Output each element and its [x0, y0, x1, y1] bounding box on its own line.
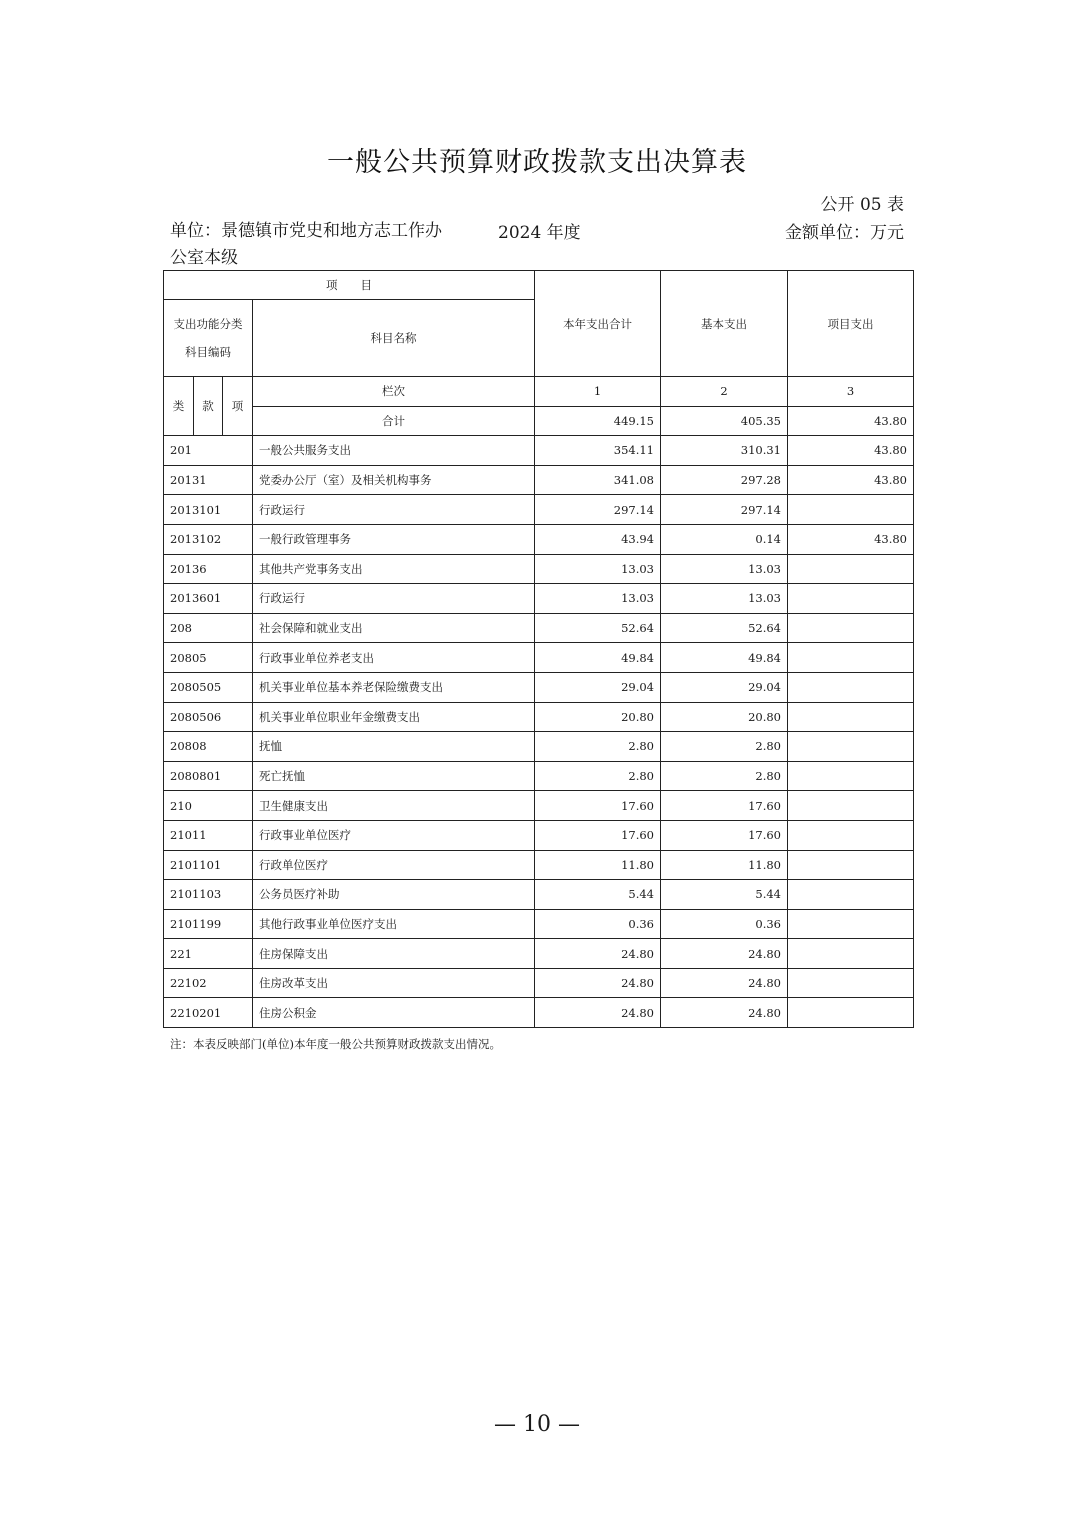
- row-project: [788, 554, 914, 584]
- table-row: [164, 643, 914, 673]
- budget-table: [163, 270, 914, 1028]
- row-code: 2101199: [164, 909, 253, 939]
- row-name: 住房公积金: [253, 998, 535, 1028]
- row-total: 341.08: [535, 465, 661, 495]
- row-total: 20.80: [535, 702, 661, 732]
- row-total: 2.80: [535, 732, 661, 762]
- row-basic: 5.44: [661, 880, 788, 910]
- row-project: [788, 613, 914, 643]
- row-code: 2080505: [164, 672, 253, 702]
- total-basic: 405.35: [661, 406, 788, 436]
- row-name: 机关事业单位职业年金缴费支出: [253, 702, 535, 732]
- row-project: 43.80: [788, 524, 914, 554]
- table-row: [164, 436, 914, 466]
- row-name: 抚恤: [253, 732, 535, 762]
- row-basic: 17.60: [661, 791, 788, 821]
- row-basic: 310.31: [661, 436, 788, 466]
- row-basic: 2.80: [661, 761, 788, 791]
- row-basic: 24.80: [661, 968, 788, 998]
- row-name: 机关事业单位基本养老保险缴费支出: [253, 672, 535, 702]
- row-project: [788, 880, 914, 910]
- row-basic: 13.03: [661, 554, 788, 584]
- row-code: 2013601: [164, 584, 253, 614]
- unit-label: 单位：景德镇市党史和地方志工作办公室本级: [170, 221, 442, 268]
- row-code: 201: [164, 436, 253, 466]
- header-row-lanci: [164, 377, 914, 407]
- table-note: 注：本表反映部门(单位)本年度一般公共预算财政拨款支出情况。: [170, 1037, 501, 1051]
- row-name: 行政运行: [253, 584, 535, 614]
- header-subject-name: 科目名称: [253, 300, 535, 377]
- row-total: 354.11: [535, 436, 661, 466]
- row-name: 死亡抚恤: [253, 761, 535, 791]
- header-kuan: 款: [194, 377, 223, 436]
- row-total: 17.60: [535, 820, 661, 850]
- row-basic: 29.04: [661, 672, 788, 702]
- header-lei: 类: [164, 377, 194, 436]
- total-amount: 449.15: [535, 406, 661, 436]
- row-total: 52.64: [535, 613, 661, 643]
- header-col2: 2: [661, 377, 788, 407]
- row-code: 221: [164, 939, 253, 969]
- row-total: 43.94: [535, 524, 661, 554]
- header-row-project: [164, 271, 914, 300]
- row-project: [788, 732, 914, 762]
- row-code: 20136: [164, 554, 253, 584]
- header-lanci: 栏次: [253, 377, 535, 407]
- row-basic: 297.14: [661, 495, 788, 525]
- row-total: 5.44: [535, 880, 661, 910]
- row-code: 210: [164, 791, 253, 821]
- row-project: [788, 968, 914, 998]
- header-basic: 基本支出: [661, 271, 788, 377]
- row-code: 208: [164, 613, 253, 643]
- table-row: [164, 791, 914, 821]
- row-basic: 11.80: [661, 850, 788, 880]
- row-name: 行政事业单位医疗: [253, 820, 535, 850]
- row-total: 11.80: [535, 850, 661, 880]
- row-project: [788, 998, 914, 1028]
- row-project: [788, 820, 914, 850]
- table-row: [164, 909, 914, 939]
- row-name: 住房改革支出: [253, 968, 535, 998]
- row-basic: 297.28: [661, 465, 788, 495]
- row-project: [788, 643, 914, 673]
- row-code: 2101101: [164, 850, 253, 880]
- fiscal-year: 2024 年度: [498, 223, 581, 243]
- header-project-expense: 项目支出: [788, 271, 914, 377]
- table-row: [164, 554, 914, 584]
- row-project: [788, 761, 914, 791]
- total-label: 合计: [253, 406, 535, 436]
- row-name: 其他行政事业单位医疗支出: [253, 909, 535, 939]
- row-name: 行政事业单位养老支出: [253, 643, 535, 673]
- row-project: [788, 909, 914, 939]
- row-basic: 13.03: [661, 584, 788, 614]
- row-total: 24.80: [535, 998, 661, 1028]
- page-number: — 10 —: [494, 1412, 580, 1437]
- table-row: [164, 939, 914, 969]
- row-name: 行政单位医疗: [253, 850, 535, 880]
- row-total: 29.04: [535, 672, 661, 702]
- row-code: 2080506: [164, 702, 253, 732]
- table-row: [164, 820, 914, 850]
- row-basic: 24.80: [661, 939, 788, 969]
- row-basic: 20.80: [661, 702, 788, 732]
- row-name: 行政运行: [253, 495, 535, 525]
- row-total: 13.03: [535, 584, 661, 614]
- row-basic: 0.14: [661, 524, 788, 554]
- row-project: [788, 702, 914, 732]
- row-project: 43.80: [788, 436, 914, 466]
- table-row: [164, 761, 914, 791]
- row-total: 24.80: [535, 968, 661, 998]
- row-total: 297.14: [535, 495, 661, 525]
- table-row: [164, 672, 914, 702]
- row-basic: 24.80: [661, 998, 788, 1028]
- page-title: 一般公共预算财政拨款支出决算表: [327, 147, 747, 178]
- row-project: 43.80: [788, 465, 914, 495]
- row-project: [788, 850, 914, 880]
- row-code: 2013102: [164, 524, 253, 554]
- row-total: 13.03: [535, 554, 661, 584]
- row-code: 22102: [164, 968, 253, 998]
- row-basic: 2.80: [661, 732, 788, 762]
- table-row: [164, 850, 914, 880]
- header-col1: 1: [535, 377, 661, 407]
- row-basic: 17.60: [661, 820, 788, 850]
- table-row: [164, 613, 914, 643]
- table-row: [164, 968, 914, 998]
- header-col3: 3: [788, 377, 914, 407]
- row-project: [788, 584, 914, 614]
- header-total: 本年支出合计: [535, 271, 661, 377]
- form-number: 公开 05 表: [820, 195, 904, 215]
- row-name: 其他共产党事务支出: [253, 554, 535, 584]
- row-name: 党委办公厅（室）及相关机构事务: [253, 465, 535, 495]
- row-code: 2101103: [164, 880, 253, 910]
- row-code: 2013101: [164, 495, 253, 525]
- header-project: 项 目: [164, 271, 535, 300]
- table-row: [164, 880, 914, 910]
- row-code: 2210201: [164, 998, 253, 1028]
- row-code: 20131: [164, 465, 253, 495]
- row-name: 一般公共服务支出: [253, 436, 535, 466]
- row-total: 2.80: [535, 761, 661, 791]
- row-total: 24.80: [535, 939, 661, 969]
- row-name: 一般行政管理事务: [253, 524, 535, 554]
- row-code: 20808: [164, 732, 253, 762]
- amount-unit: 金额单位：万元: [785, 223, 904, 243]
- row-name: 卫生健康支出: [253, 791, 535, 821]
- row-basic: 0.36: [661, 909, 788, 939]
- row-total: 0.36: [535, 909, 661, 939]
- row-total: 17.60: [535, 791, 661, 821]
- row-project: [788, 791, 914, 821]
- table-row: [164, 732, 914, 762]
- table-row: [164, 998, 914, 1028]
- table-row: [164, 584, 914, 614]
- row-project: [788, 939, 914, 969]
- header-func-code: 支出功能分类科目编码: [164, 300, 253, 377]
- row-code: 21011: [164, 820, 253, 850]
- table-row: [164, 524, 914, 554]
- row-basic: 49.84: [661, 643, 788, 673]
- row-name: 公务员医疗补助: [253, 880, 535, 910]
- row-total: 49.84: [535, 643, 661, 673]
- row-project: [788, 672, 914, 702]
- header-xiang: 项: [223, 377, 253, 436]
- row-project: [788, 495, 914, 525]
- total-project: 43.80: [788, 406, 914, 436]
- row-code: 20805: [164, 643, 253, 673]
- row-name: 住房保障支出: [253, 939, 535, 969]
- row-code: 2080801: [164, 761, 253, 791]
- row-name: 社会保障和就业支出: [253, 613, 535, 643]
- table-row: [164, 465, 914, 495]
- total-row: [164, 406, 914, 436]
- table-row: [164, 702, 914, 732]
- table-row: [164, 495, 914, 525]
- row-basic: 52.64: [661, 613, 788, 643]
